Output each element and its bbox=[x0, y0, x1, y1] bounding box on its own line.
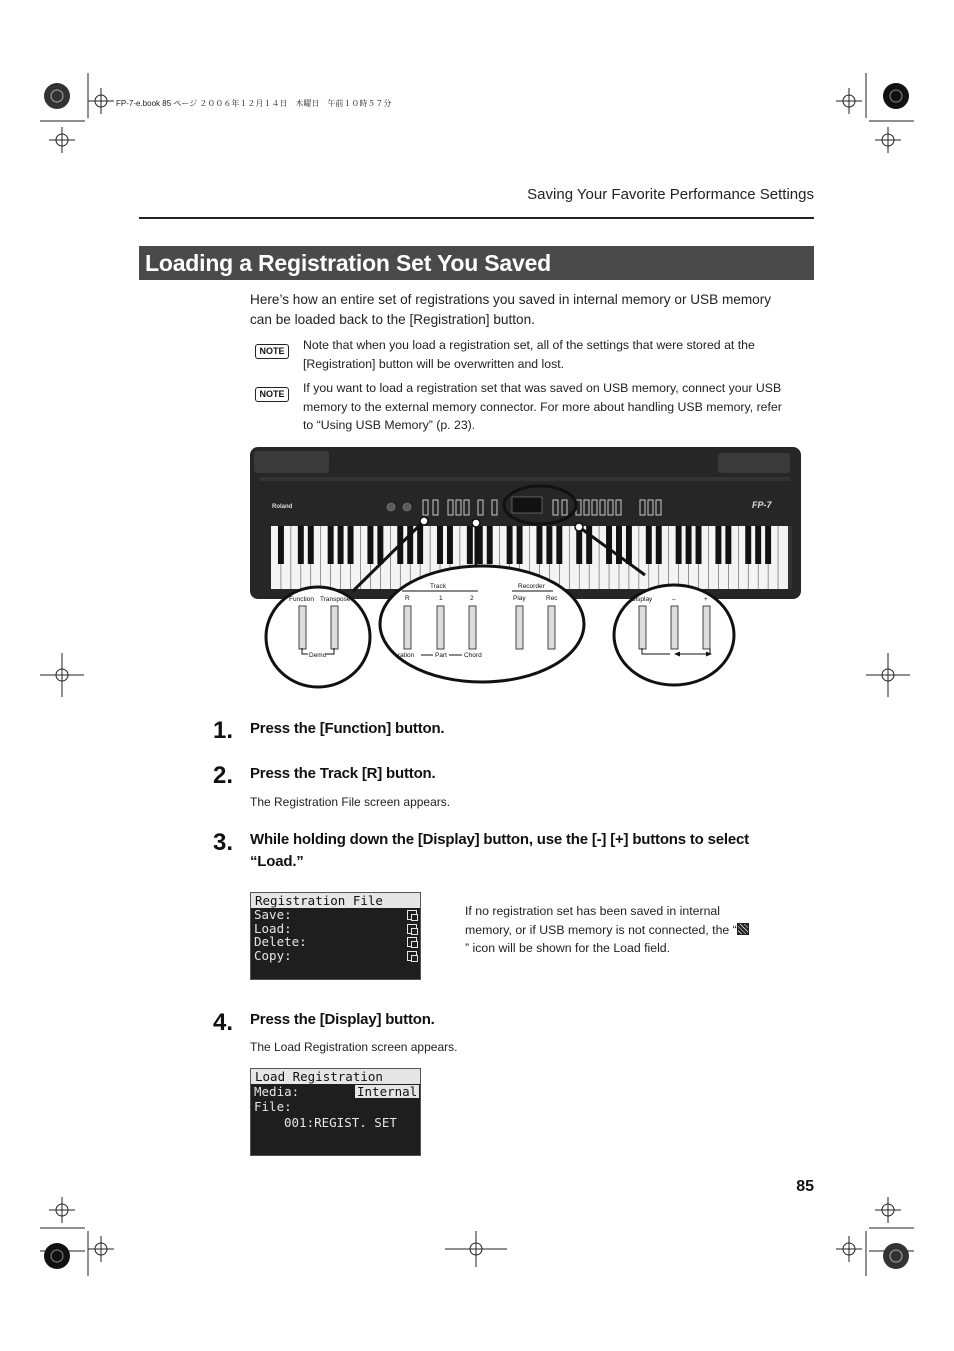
step-number: 4. bbox=[213, 1009, 234, 1036]
step-number: 1. bbox=[213, 717, 234, 744]
step-number: 2. bbox=[213, 762, 234, 789]
lcd-row-delete: Delete: bbox=[251, 935, 420, 949]
note-icon: NOTE bbox=[255, 387, 289, 402]
black-key bbox=[626, 526, 632, 564]
black-key bbox=[417, 526, 423, 564]
black-key bbox=[487, 526, 493, 564]
black-key bbox=[447, 526, 453, 564]
black-key bbox=[507, 526, 513, 564]
screen-note: If no registration set has been saved in internal memory, or if USB memory is not connected, the “” icon will be shown for the Load field. bbox=[465, 902, 750, 958]
note-icon: NOTE bbox=[255, 344, 289, 359]
piano-illustration bbox=[250, 445, 802, 690]
note-text: Note that when you load a registration set, all of the settings that were stored at the [Registration] button will be overwritten and lost. bbox=[303, 338, 755, 371]
intro-paragraph: Here’s how an entire set of registrations you saved in internal memory or USB memory can be loaded back to the [Registration] button. bbox=[250, 292, 772, 327]
black-key bbox=[686, 526, 692, 564]
black-key bbox=[278, 526, 284, 564]
step-text: Press the [Display] button. bbox=[250, 1011, 435, 1028]
callout-label-part: Part bbox=[435, 652, 447, 659]
black-key bbox=[725, 526, 731, 564]
callout-label-track-1: 1 bbox=[439, 595, 443, 602]
callout-label-track-r: R bbox=[405, 595, 410, 602]
roland-logo: Roland bbox=[272, 504, 293, 510]
media-value: Internal bbox=[357, 1084, 418, 1099]
lcd-row-file: File: bbox=[254, 1099, 292, 1114]
black-key bbox=[437, 526, 443, 564]
callout-label-play: Play bbox=[513, 595, 526, 602]
callout-label-minus: – bbox=[672, 596, 676, 603]
callout-label-transpose: Transpose bbox=[320, 596, 351, 603]
black-key bbox=[377, 526, 383, 564]
black-key bbox=[328, 526, 334, 564]
callout-label-rec: Rec bbox=[546, 595, 558, 602]
note-text: If you want to load a registration set that was saved on USB memory, connect your USB memory to the external memory connector. For more about handling USB memory, refer to “Using USB Memory” (p. 23). bbox=[303, 381, 782, 432]
lcd-title: Load Registration bbox=[251, 1069, 420, 1084]
callout-label-ration: ration bbox=[398, 652, 415, 659]
callout-label-recorder: Recorder bbox=[518, 583, 545, 590]
running-header: Saving Your Favorite Performance Settings bbox=[527, 186, 814, 203]
callout-label-track-2: 2 bbox=[470, 595, 474, 602]
section-title: Loading a Registration Set You Saved bbox=[145, 250, 552, 276]
folder-icon bbox=[407, 924, 417, 934]
section-title-bar bbox=[139, 246, 814, 280]
callout-label-chord: Chord bbox=[464, 652, 482, 659]
black-key bbox=[308, 526, 314, 564]
black-key bbox=[755, 526, 761, 564]
callout-label-display: Display bbox=[631, 596, 653, 603]
black-key bbox=[656, 526, 662, 564]
folder-icon bbox=[407, 910, 417, 920]
step-subtext: The Load Registration screen appears. bbox=[250, 1040, 458, 1054]
lcd-row-save: Save: bbox=[251, 908, 420, 922]
lcd-row-filename: 001:REGIST. SET bbox=[284, 1115, 397, 1130]
black-key bbox=[467, 526, 473, 564]
folder-icon bbox=[407, 937, 417, 947]
black-key bbox=[536, 526, 542, 564]
black-key bbox=[556, 526, 562, 564]
header-rule bbox=[139, 217, 814, 219]
black-key bbox=[696, 526, 702, 564]
black-key bbox=[477, 526, 483, 564]
lcd-row-load: Load: bbox=[251, 922, 420, 936]
callout-label-plus: + bbox=[704, 596, 708, 603]
black-key bbox=[745, 526, 751, 564]
black-key bbox=[765, 526, 771, 564]
callout-label-function: Function bbox=[289, 596, 314, 603]
callout-label-demo: Demo bbox=[309, 652, 327, 659]
black-key bbox=[606, 526, 612, 564]
print-slug: FP-7-e.book 85 ページ ２００６年１２月１４日 木曜日 午前１０時５７分 bbox=[116, 99, 392, 108]
black-key bbox=[646, 526, 652, 564]
black-key bbox=[298, 526, 304, 564]
step-number: 3. bbox=[213, 829, 234, 856]
folder-icon bbox=[407, 951, 417, 961]
black-key bbox=[338, 526, 344, 564]
step-text: Press the [Function] button. bbox=[250, 720, 445, 737]
model-logo: FP-7 bbox=[752, 500, 772, 510]
lcd-row-copy: Copy: bbox=[251, 949, 420, 963]
unavailable-icon bbox=[737, 923, 749, 935]
step-subtext: The Registration File screen appears. bbox=[250, 795, 451, 809]
lcd-row-media: Media: Internal bbox=[254, 1084, 418, 1099]
black-key bbox=[715, 526, 721, 564]
step-text: While holding down the [Display] button, use the [-] [+] buttons to select “Load.” bbox=[250, 831, 749, 870]
black-key bbox=[367, 526, 373, 564]
lcd-title: Registration File bbox=[251, 893, 420, 908]
black-key bbox=[546, 526, 552, 564]
step-text: Press the Track [R] button. bbox=[250, 765, 436, 782]
registration-file-screen bbox=[250, 892, 421, 980]
black-key bbox=[348, 526, 354, 564]
black-key bbox=[517, 526, 523, 564]
callout-label-track: Track bbox=[430, 583, 447, 590]
page-number: 85 bbox=[796, 1178, 814, 1195]
black-key bbox=[676, 526, 682, 564]
load-registration-screen bbox=[250, 1068, 421, 1156]
